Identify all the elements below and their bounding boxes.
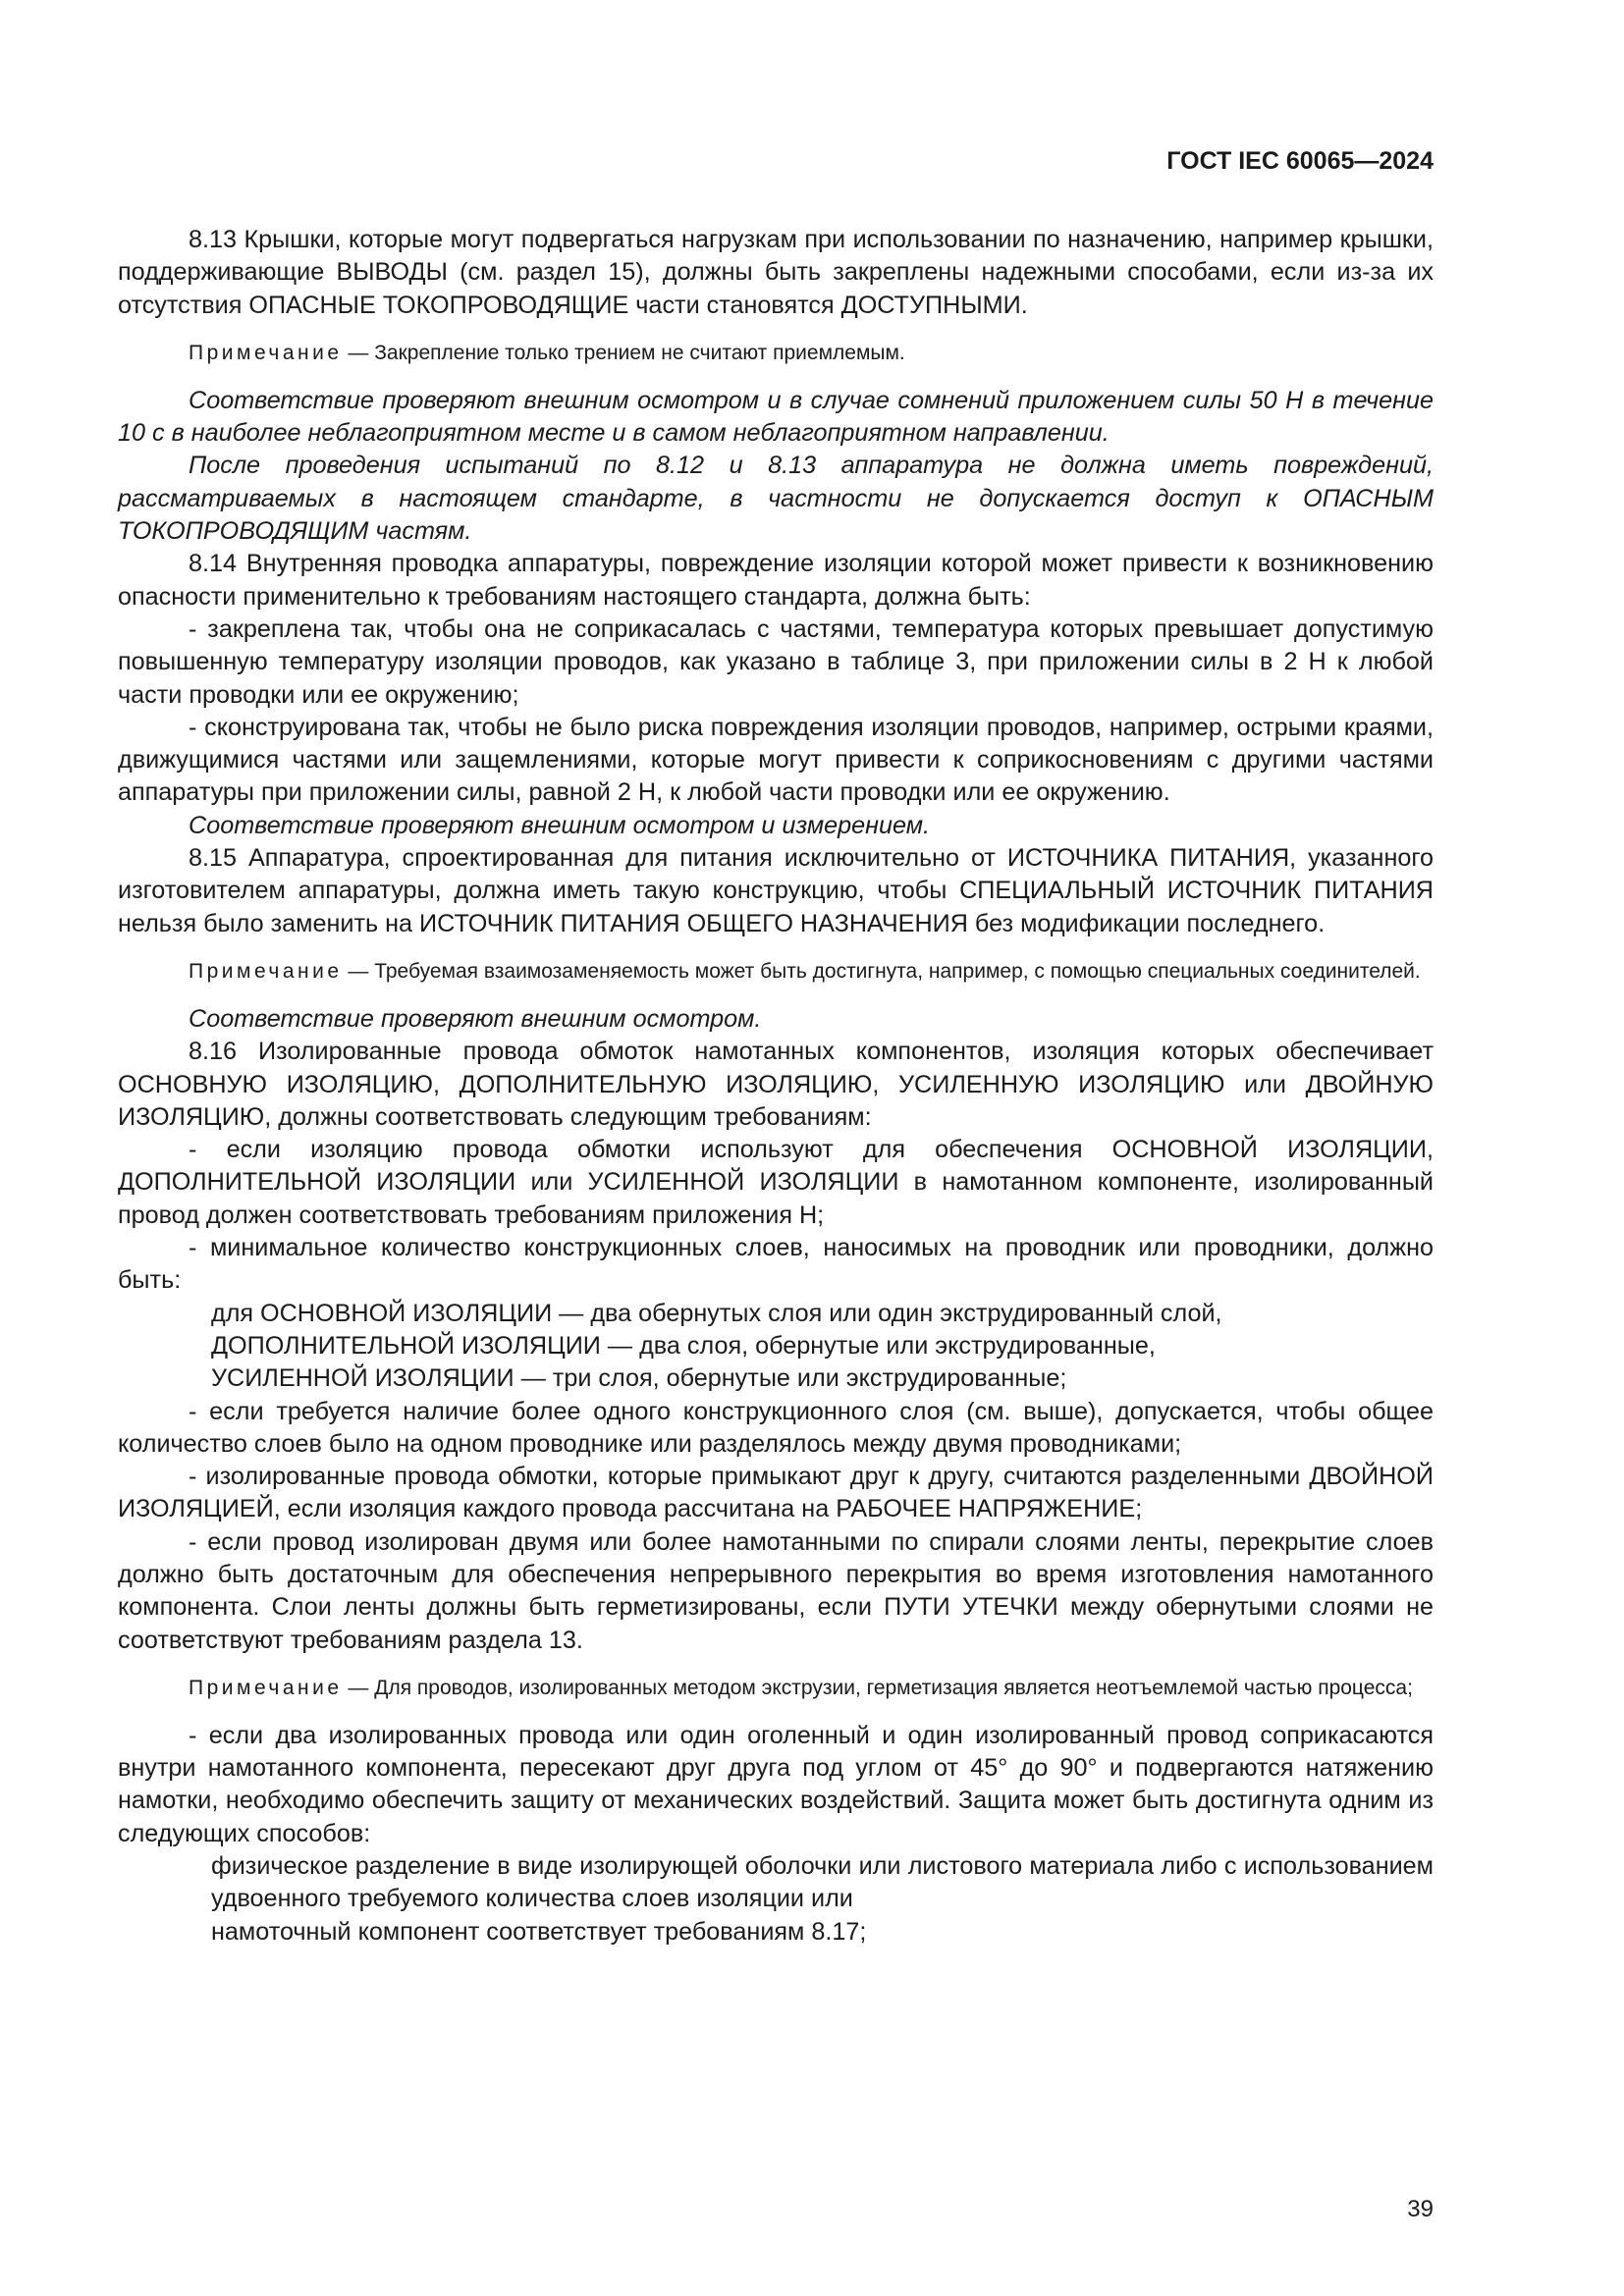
document-body: [118, 224, 1434, 1949]
document-code-header: ГОСТ IEC 60065—2024: [1166, 147, 1434, 175]
body-paragraph: 8.15 Аппаратура, спроектированная для питания исключительно от ИСТОЧНИКА ПИТАНИЯ, указанного изготовителем аппаратуры, должна иметь такую конструкцию, чтобы СПЕЦИАЛЬНЫЙ ИСТОЧНИК ПИТАНИЯ нельзя было заменить на ИСТОЧНИК ПИТАНИЯ ОБЩЕГО НАЗНАЧЕНИЯ без модификации последнего.: [118, 844, 1434, 937]
list-item: - если провод изолирован двумя или более намотанными по спирали слоями ленты, перекрытие слоев должно быть достаточным для обеспечения непрерывного перекрытия во время изготовления намотанного компонента. Слои ленты должны быть герметизированы, если ПУТИ УТЕЧКИ между обернутыми слоями не соответствуют требованиям раздела 13.: [118, 1527, 1434, 1654]
compliance-paragraph: Соответствие проверяют внешним осмотром и измерением.: [189, 811, 931, 839]
sub-item: для ОСНОВНОЙ ИЗОЛЯЦИИ — два обернутых слоя или один экструдированный слой,: [211, 1299, 1222, 1327]
compliance-paragraph: Соответствие проверяют внешним осмотром.: [189, 1004, 762, 1033]
list-item: - если два изолированных провода или один оголенный и один изолированный провод соприкасаются внутри намотанного компонента, пересекают друг друга под углом от 45° до 90° и подвергаются натяжению намотки, необходимо обеспечить защиту от механических воздействий. Защита может быть достигнута одним из следующих способов:: [118, 1721, 1434, 1847]
note-paragraph: [118, 956, 1434, 988]
sub-item: физическое разделение в виде изолирующей оболочки или листового материала либо с использованием удвоенного требуемого количества слоев изоляции или: [211, 1852, 1434, 1913]
list-item: - если требуется наличие более одного конструкционного слоя (см. выше), допускается, чтобы общее количество слоев было на одном проводнике или разделялось между двумя проводниками;: [118, 1397, 1434, 1458]
list-item: - сконструирована так, чтобы не было риска повреждения изоляции проводов, например, острыми краями, движущимися частями или защемлениями, которые могут привести к соприкосновениям с другими частями аппаратуры при приложении силы, равной 2 Н, к любой части проводки или ее окружению.: [118, 713, 1434, 807]
note-label: Примечание: [189, 341, 343, 364]
list-item: - минимальное количество конструкционных слоев, наносимых на проводник или проводники, должно быть:: [118, 1234, 1434, 1295]
note-paragraph: [118, 338, 1434, 369]
note-text: — Для проводов, изолированных методом экструзии, герметизация является неотъемлемой частью процесса;: [342, 1676, 1413, 1699]
list-item: - изолированные провода обмотки, которые примыкают друг к другу, считаются разделенными ДВОЙНОЙ ИЗОЛЯЦИЕЙ, если изоляция каждого провода рассчитана на РАБОЧЕЕ НАПРЯЖЕНИЕ;: [118, 1463, 1434, 1523]
list-item: - закреплена так, чтобы она не соприкасалась с частями, температура которых превышает допустимую повышенную температуру изоляции проводов, как указано в таблице 3, при приложении силы в 2 Н к любой части проводки или ее окружению;: [118, 614, 1434, 709]
body-paragraph: 8.14 Внутренняя проводка аппаратуры, повреждение изоляции которой может привести к возникновению опасности применительно к требованиям настоящего стандарта, должна быть:: [118, 550, 1434, 611]
body-paragraph: 8.16 Изолированные провода обмоток намотанных компонентов, изоляция которых обеспечивает ОСНОВНУЮ ИЗОЛЯЦИЮ, ДОПОЛНИТЕЛЬНУЮ ИЗОЛЯЦИЮ, УСИЛЕННУЮ ИЗОЛЯЦИЮ или ДВОЙНУЮ ИЗОЛЯЦИЮ, должны соответствовать следующим требованиям:: [118, 1038, 1434, 1131]
note-label: Примечание: [189, 959, 343, 983]
body-paragraph: 8.13 Крышки, которые могут подвергаться нагрузкам при использовании по назначению, например крышки, поддерживающие ВЫВОДЫ (см. раздел 15), должны быть закреплены надежными способами, если из-за их отсутствия ОПАСНЫЕ ТОКОПРОВОДЯЩИЕ части становятся ДОСТУПНЫМИ.: [118, 226, 1434, 319]
compliance-paragraph: После проведения испытаний по 8.12 и 8.13 аппаратура не должна иметь повреждений, рассматриваемых в настоящем стандарте, в частности не допускается доступ к ОПАСНЫМ ТОКОПРОВОДЯЩИМ частям.: [118, 452, 1434, 546]
note-label: Примечание: [189, 1676, 343, 1699]
sub-item: намоточный компонент соответствует требованиям 8.17;: [211, 1917, 867, 1946]
note-text: — Закрепление только трением не считают приемлемым.: [342, 341, 905, 364]
note-text: — Требуемая взаимозаменяемость может быть достигнута, например, с помощью специальных соединителей.: [342, 959, 1421, 983]
compliance-paragraph: Соответствие проверяют внешним осмотром и в случае сомнений приложением силы 50 Н в течение 10 с в наиболее неблагоприятном месте и в самом неблагоприятном направлении.: [118, 386, 1434, 448]
list-item: - если изоляцию провода обмотки используют для обеспечения ОСНОВНОЙ ИЗОЛЯЦИИ, ДОПОЛНИТЕЛЬНОЙ ИЗОЛЯЦИИ или УСИЛЕННОЙ ИЗОЛЯЦИИ в намотанном компоненте, изолированный провод должен соответствовать требованиям приложения Н;: [118, 1136, 1434, 1229]
sub-item: ДОПОЛНИТЕЛЬНОЙ ИЗОЛЯЦИИ — два слоя, обернутые или экструдированные,: [211, 1331, 1156, 1360]
note-paragraph: [118, 1673, 1434, 1704]
sub-item: УСИЛЕННОЙ ИЗОЛЯЦИИ — три слоя, обернутые или экструдированные;: [211, 1364, 1067, 1393]
page-number: 39: [1407, 2196, 1434, 2222]
